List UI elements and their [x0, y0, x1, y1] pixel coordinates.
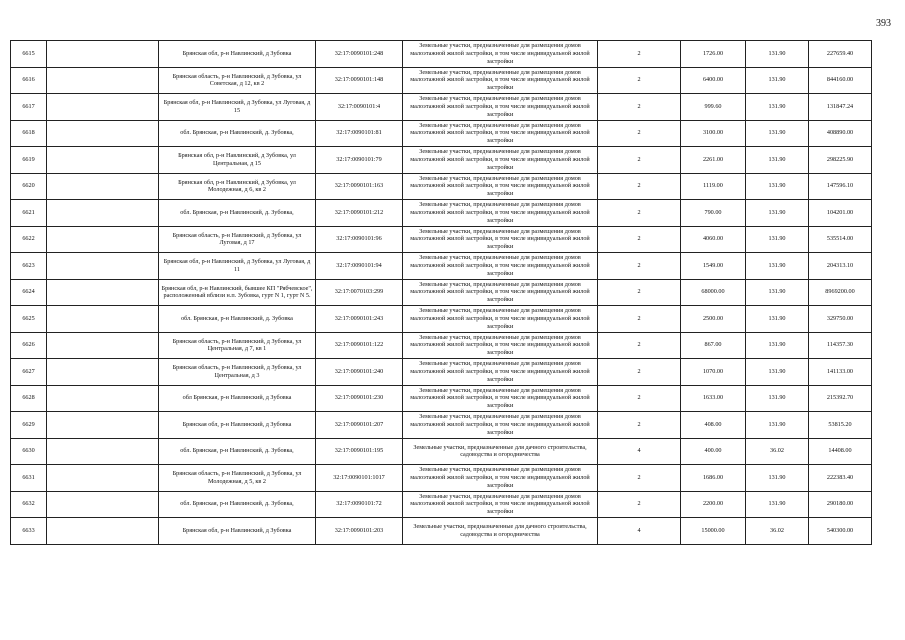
empty-cell [47, 306, 159, 333]
row-number-cell: 6624 [11, 279, 47, 306]
cadastral-number-cell: 32:17:0090101:207 [316, 412, 403, 439]
group-code-cell: 4 [598, 438, 681, 465]
specific-value-cell: 131.90 [746, 332, 809, 359]
specific-value-cell: 131.90 [746, 253, 809, 280]
area-cell: 867.00 [681, 332, 746, 359]
empty-cell [47, 279, 159, 306]
table-row [11, 200, 872, 227]
cadastral-number-cell: 32:17:0090101:4 [316, 94, 403, 121]
specific-value-cell: 131.90 [746, 67, 809, 94]
land-use-category-cell: Земельные участки, предназначенные для размещения домов малоэтажной жилой застройки, в том числе индивидуальной жилой застройки [403, 306, 598, 333]
group-code-cell: 2 [598, 253, 681, 280]
group-code-cell: 2 [598, 385, 681, 412]
specific-value-cell: 131.90 [746, 120, 809, 147]
cadastral-value-cell: 147596.10 [809, 173, 872, 200]
table-row [11, 412, 872, 439]
cadastral-value-cell: 408890.00 [809, 120, 872, 147]
address-cell: Брянская обл, р-н Навлинский, д Зубовка, ул Луговая, д 11 [159, 253, 316, 280]
specific-value-cell: 131.90 [746, 491, 809, 518]
table-row [11, 518, 872, 545]
cadastral-number-cell: 32:17:0090101:230 [316, 385, 403, 412]
address-cell: Брянская область, р-н Навлинский, д Зубовка, ул Центральная, д 7, кв 1 [159, 332, 316, 359]
cadastral-value-cell: 215392.70 [809, 385, 872, 412]
address-cell: обл. Брянская, р-н Навлинский, д. Зубовка, [159, 491, 316, 518]
address-cell: Брянская обл, р-н Навлинский, д Зубовка [159, 41, 316, 68]
table-row [11, 359, 872, 386]
area-cell: 790.00 [681, 200, 746, 227]
table-row [11, 41, 872, 68]
group-code-cell: 2 [598, 120, 681, 147]
cadastral-value-cell: 131847.24 [809, 94, 872, 121]
empty-cell [47, 253, 159, 280]
address-cell: обл Брянская, р-н Навлинский, д Зубовка [159, 385, 316, 412]
group-code-cell: 2 [598, 412, 681, 439]
page-number: 393 [876, 18, 891, 29]
land-use-category-cell: Земельные участки, предназначенные для размещения домов малоэтажной жилой застройки, в том числе индивидуальной жилой застройки [403, 332, 598, 359]
table-row [11, 147, 872, 174]
table-row [11, 279, 872, 306]
specific-value-cell: 131.90 [746, 385, 809, 412]
specific-value-cell: 131.90 [746, 226, 809, 253]
specific-value-cell: 131.90 [746, 41, 809, 68]
land-use-category-cell: Земельные участки, предназначенные для размещения домов малоэтажной жилой застройки, в том числе индивидуальной жилой застройки [403, 173, 598, 200]
table-row [11, 465, 872, 492]
land-use-category-cell: Земельные участки, предназначенные для размещения домов малоэтажной жилой застройки, в том числе индивидуальной жилой застройки [403, 465, 598, 492]
specific-value-cell: 131.90 [746, 279, 809, 306]
table-row [11, 94, 872, 121]
land-use-category-cell: Земельные участки, предназначенные для размещения домов малоэтажной жилой застройки, в том числе индивидуальной жилой застройки [403, 41, 598, 68]
area-cell: 4060.00 [681, 226, 746, 253]
cadastral-value-cell: 8969200.00 [809, 279, 872, 306]
row-number-cell: 6622 [11, 226, 47, 253]
cadastral-value-cell: 535514.00 [809, 226, 872, 253]
row-number-cell: 6621 [11, 200, 47, 227]
cadastral-number-cell: 32:17:0090101:195 [316, 438, 403, 465]
land-use-category-cell: Земельные участки, предназначенные для размещения домов малоэтажной жилой застройки, в том числе индивидуальной жилой застройки [403, 67, 598, 94]
table-row [11, 438, 872, 465]
address-cell: обл. Брянская, р-н Навлинский, д. Зубовка [159, 306, 316, 333]
empty-cell [47, 226, 159, 253]
table-row [11, 120, 872, 147]
row-number-cell: 6618 [11, 120, 47, 147]
table-row [11, 491, 872, 518]
area-cell: 2500.00 [681, 306, 746, 333]
row-number-cell: 6617 [11, 94, 47, 121]
land-use-category-cell: Земельные участки, предназначенные для размещения домов малоэтажной жилой застройки, в том числе индивидуальной жилой застройки [403, 120, 598, 147]
table-row [11, 226, 872, 253]
area-cell: 1070.00 [681, 359, 746, 386]
land-use-category-cell: Земельные участки, предназначенные для размещения домов малоэтажной жилой застройки, в том числе индивидуальной жилой застройки [403, 147, 598, 174]
land-use-category-cell: Земельные участки, предназначенные для размещения домов малоэтажной жилой застройки, в том числе индивидуальной жилой застройки [403, 226, 598, 253]
cadastral-number-cell: 32:17:0090101:212 [316, 200, 403, 227]
cadastral-value-cell: 104201.00 [809, 200, 872, 227]
group-code-cell: 2 [598, 332, 681, 359]
land-use-category-cell: Земельные участки, предназначенные для размещения домов малоэтажной жилой застройки, в том числе индивидуальной жилой застройки [403, 412, 598, 439]
row-number-cell: 6629 [11, 412, 47, 439]
area-cell: 400.00 [681, 438, 746, 465]
group-code-cell: 2 [598, 465, 681, 492]
area-cell: 2200.00 [681, 491, 746, 518]
table-row [11, 173, 872, 200]
address-cell: обл. Брянская, р-н Навлинский, д. Зубовка, [159, 120, 316, 147]
address-cell: Брянская область, р-н Навлинский, д Зубовка, ул Центральная, д 3 [159, 359, 316, 386]
cadastral-value-cell: 227659.40 [809, 41, 872, 68]
area-cell: 1726.00 [681, 41, 746, 68]
group-code-cell: 2 [598, 226, 681, 253]
area-cell: 15000.00 [681, 518, 746, 545]
address-cell: Брянская обл, р-н Навлинский, д Зубовка, ул Луговая, д 15 [159, 94, 316, 121]
group-code-cell: 2 [598, 94, 681, 121]
specific-value-cell: 131.90 [746, 94, 809, 121]
address-cell: Брянская обл, р-н Навлинский, д Зубовка, ул Молодежная, д 6, кв 2 [159, 173, 316, 200]
address-cell: Брянская обл, р-н Навлинский, бывшее КП "Рябчевское", расположенный вблизи н.п. Зубовка, гурт N 1, гурт N 5. [159, 279, 316, 306]
specific-value-cell: 131.90 [746, 173, 809, 200]
group-code-cell: 2 [598, 67, 681, 94]
address-cell: Брянская обл, р-н Навлинский, д Зубовка, ул Центральная, д 15 [159, 147, 316, 174]
empty-cell [47, 147, 159, 174]
group-code-cell: 2 [598, 279, 681, 306]
empty-cell [47, 465, 159, 492]
group-code-cell: 4 [598, 518, 681, 545]
row-number-cell: 6628 [11, 385, 47, 412]
row-number-cell: 6615 [11, 41, 47, 68]
cadastral-number-cell: 32:17:0090101:240 [316, 359, 403, 386]
cadastral-number-cell: 32:17:0090101:79 [316, 147, 403, 174]
address-cell: Брянская область, р-н Навлинский, д Зубовка, ул Советская, д 12, кв 2 [159, 67, 316, 94]
land-use-category-cell: Земельные участки, предназначенные для дачного строительства, садоводства и огородничества [403, 518, 598, 545]
address-cell: Брянская область, р-н Навлинский, д Зубовка, ул Молодежная, д 5, кв 2 [159, 465, 316, 492]
empty-cell [47, 491, 159, 518]
cadastral-number-cell: 32:17:0090101:248 [316, 41, 403, 68]
land-use-category-cell: Земельные участки, предназначенные для дачного строительства, садоводства и огородничества [403, 438, 598, 465]
cadastral-number-cell: 32:17:0090101:163 [316, 173, 403, 200]
empty-cell [47, 94, 159, 121]
specific-value-cell: 131.90 [746, 412, 809, 439]
empty-cell [47, 67, 159, 94]
area-cell: 1549.00 [681, 253, 746, 280]
area-cell: 2261.00 [681, 147, 746, 174]
cadastral-value-table [10, 40, 872, 545]
cadastral-value-cell: 204313.10 [809, 253, 872, 280]
cadastral-number-cell: 32:17:0090101:96 [316, 226, 403, 253]
group-code-cell: 2 [598, 173, 681, 200]
area-cell: 68000.00 [681, 279, 746, 306]
empty-cell [47, 518, 159, 545]
specific-value-cell: 36.02 [746, 518, 809, 545]
address-cell: Брянская область, р-н Навлинский, д Зубовка, ул Луговая, д 17 [159, 226, 316, 253]
cadastral-value-cell: 298225.90 [809, 147, 872, 174]
group-code-cell: 2 [598, 41, 681, 68]
empty-cell [47, 359, 159, 386]
cadastral-number-cell: 32:17:0090101:94 [316, 253, 403, 280]
row-number-cell: 6620 [11, 173, 47, 200]
cadastral-value-cell: 290180.00 [809, 491, 872, 518]
cadastral-number-cell: 32:17:0070103:299 [316, 279, 403, 306]
group-code-cell: 2 [598, 200, 681, 227]
row-number-cell: 6627 [11, 359, 47, 386]
table-body [11, 41, 872, 545]
land-use-category-cell: Земельные участки, предназначенные для размещения домов малоэтажной жилой застройки, в том числе индивидуальной жилой застройки [403, 279, 598, 306]
cadastral-value-cell: 844160.00 [809, 67, 872, 94]
cadastral-number-cell: 32:17:0090101:243 [316, 306, 403, 333]
group-code-cell: 2 [598, 147, 681, 174]
table-row [11, 67, 872, 94]
cadastral-number-cell: 32:17:0090101:72 [316, 491, 403, 518]
table-row [11, 306, 872, 333]
empty-cell [47, 438, 159, 465]
area-cell: 1686.00 [681, 465, 746, 492]
area-cell: 1633.00 [681, 385, 746, 412]
empty-cell [47, 332, 159, 359]
specific-value-cell: 131.90 [746, 465, 809, 492]
table-row [11, 253, 872, 280]
group-code-cell: 2 [598, 359, 681, 386]
group-code-cell: 2 [598, 306, 681, 333]
cadastral-value-cell: 222383.40 [809, 465, 872, 492]
land-use-category-cell: Земельные участки, предназначенные для размещения домов малоэтажной жилой застройки, в том числе индивидуальной жилой застройки [403, 359, 598, 386]
specific-value-cell: 131.90 [746, 306, 809, 333]
area-cell: 1119.00 [681, 173, 746, 200]
land-use-category-cell: Земельные участки, предназначенные для размещения домов малоэтажной жилой застройки, в том числе индивидуальной жилой застройки [403, 253, 598, 280]
empty-cell [47, 41, 159, 68]
land-use-category-cell: Земельные участки, предназначенные для размещения домов малоэтажной жилой застройки, в том числе индивидуальной жилой застройки [403, 385, 598, 412]
cadastral-number-cell: 32:17:0090101:1017 [316, 465, 403, 492]
area-cell: 6400.00 [681, 67, 746, 94]
specific-value-cell: 36.02 [746, 438, 809, 465]
cadastral-number-cell: 32:17:0090101:122 [316, 332, 403, 359]
cadastral-value-cell: 53815.20 [809, 412, 872, 439]
empty-cell [47, 120, 159, 147]
row-number-cell: 6616 [11, 67, 47, 94]
group-code-cell: 2 [598, 491, 681, 518]
cadastral-value-cell: 141133.00 [809, 359, 872, 386]
land-use-category-cell: Земельные участки, предназначенные для размещения домов малоэтажной жилой застройки, в том числе индивидуальной жилой застройки [403, 200, 598, 227]
address-cell: Брянская обл, р-н Навлинский, д Зубовка [159, 412, 316, 439]
cadastral-value-cell: 114357.30 [809, 332, 872, 359]
empty-cell [47, 412, 159, 439]
area-cell: 408.00 [681, 412, 746, 439]
land-use-category-cell: Земельные участки, предназначенные для размещения домов малоэтажной жилой застройки, в том числе индивидуальной жилой застройки [403, 491, 598, 518]
land-use-category-cell: Земельные участки, предназначенные для размещения домов малоэтажной жилой застройки, в том числе индивидуальной жилой застройки [403, 94, 598, 121]
row-number-cell: 6632 [11, 491, 47, 518]
table-row [11, 332, 872, 359]
address-cell: обл. Брянская, р-н Навлинский, д. Зубовка, [159, 438, 316, 465]
row-number-cell: 6631 [11, 465, 47, 492]
row-number-cell: 6625 [11, 306, 47, 333]
cadastral-value-cell: 329750.00 [809, 306, 872, 333]
specific-value-cell: 131.90 [746, 147, 809, 174]
cadastral-number-cell: 32:17:0090101:81 [316, 120, 403, 147]
cadastral-value-cell: 14408.00 [809, 438, 872, 465]
empty-cell [47, 200, 159, 227]
area-cell: 3100.00 [681, 120, 746, 147]
address-cell: обл. Брянская, р-н Навлинский, д. Зубовка, [159, 200, 316, 227]
specific-value-cell: 131.90 [746, 200, 809, 227]
row-number-cell: 6633 [11, 518, 47, 545]
empty-cell [47, 173, 159, 200]
area-cell: 999.60 [681, 94, 746, 121]
empty-cell [47, 385, 159, 412]
specific-value-cell: 131.90 [746, 359, 809, 386]
row-number-cell: 6619 [11, 147, 47, 174]
row-number-cell: 6623 [11, 253, 47, 280]
row-number-cell: 6626 [11, 332, 47, 359]
cadastral-value-cell: 540300.00 [809, 518, 872, 545]
cadastral-number-cell: 32:17:0090101:203 [316, 518, 403, 545]
table-row [11, 385, 872, 412]
row-number-cell: 6630 [11, 438, 47, 465]
address-cell: Брянская обл, р-н Навлинский, д Зубовка [159, 518, 316, 545]
cadastral-number-cell: 32:17:0090101:148 [316, 67, 403, 94]
